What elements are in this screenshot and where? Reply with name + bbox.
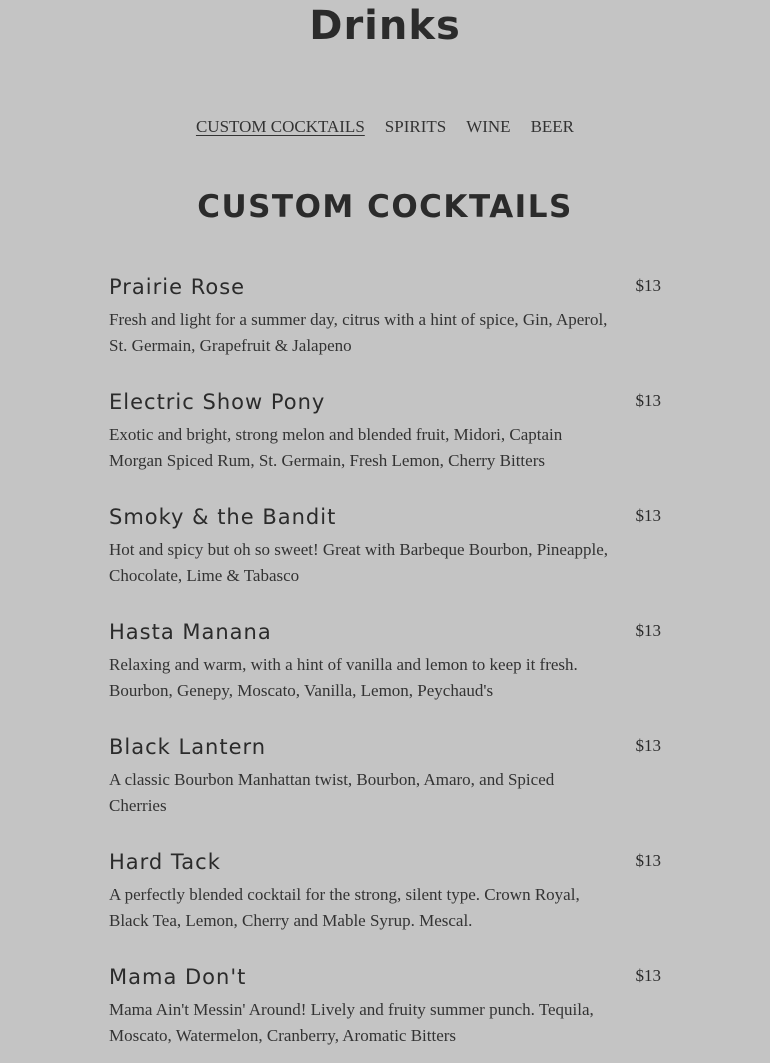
item-name: Electric Show Pony	[109, 390, 326, 414]
menu-category-tabs	[0, 116, 770, 138]
tab-custom-cocktails[interactable]: CUSTOM COCKTAILS	[195, 117, 365, 136]
item-price: $13	[635, 966, 661, 985]
menu-item	[109, 502, 664, 617]
item-description: Exotic and bright, strong melon and blended fruit, Midori, Captain Morgan Spiced Rum, St. Germain, Fresh Lemon, Cherry Bitters	[109, 425, 563, 470]
tab-spirits[interactable]: SPIRITS	[384, 117, 447, 136]
menu-item	[109, 847, 664, 962]
item-price: $13	[635, 851, 661, 870]
menu-item	[109, 272, 664, 387]
item-name: Prairie Rose	[109, 275, 246, 299]
item-name: Black Lantern	[109, 735, 267, 759]
tab-beer[interactable]: BEER	[530, 117, 575, 136]
item-name: Hard Tack	[109, 850, 221, 874]
menu-item	[109, 732, 664, 847]
menu-item	[109, 617, 664, 732]
item-description: Relaxing and warm, with a hint of vanilla and lemon to keep it fresh. Bourbon, Genepy, Moscato, Vanilla, Lemon, Peychaud's	[109, 655, 578, 700]
item-name: Smoky & the Bandit	[109, 505, 337, 529]
item-description: A classic Bourbon Manhattan twist, Bourbon, Amaro, and Spiced Cherries	[109, 770, 555, 815]
section-title: CUSTOM COCKTAILS	[197, 189, 573, 225]
item-price: $13	[635, 621, 661, 640]
tab-wine[interactable]: WINE	[466, 117, 511, 136]
item-price: $13	[635, 276, 661, 295]
item-description: Fresh and light for a summer day, citrus with a hint of spice, Gin, Aperol, St. Germain, Grapefruit & Jalapeno	[109, 310, 608, 355]
item-description: Hot and spicy but oh so sweet! Great with Barbeque Bourbon, Pineapple, Chocolate, Lime & Tabasco	[109, 540, 609, 585]
cocktail-list	[109, 272, 664, 1063]
item-price: $13	[635, 736, 661, 755]
item-name: Hasta Manana	[109, 620, 272, 644]
page-title: Drinks	[309, 3, 461, 49]
item-description: Mama Ain't Messin' Around! Lively and fruity summer punch. Tequila, Moscato, Watermelon, Cranberry, Aromatic Bitters	[109, 1000, 594, 1045]
item-price: $13	[635, 506, 661, 525]
menu-item	[109, 387, 664, 502]
item-price: $13	[635, 391, 661, 410]
item-name: Mama Don't	[109, 965, 247, 989]
item-description: A perfectly blended cocktail for the strong, silent type. Crown Royal, Black Tea, Lemon, Cherry and Mable Syrup. Mescal.	[109, 885, 580, 930]
menu-item	[109, 962, 664, 1063]
